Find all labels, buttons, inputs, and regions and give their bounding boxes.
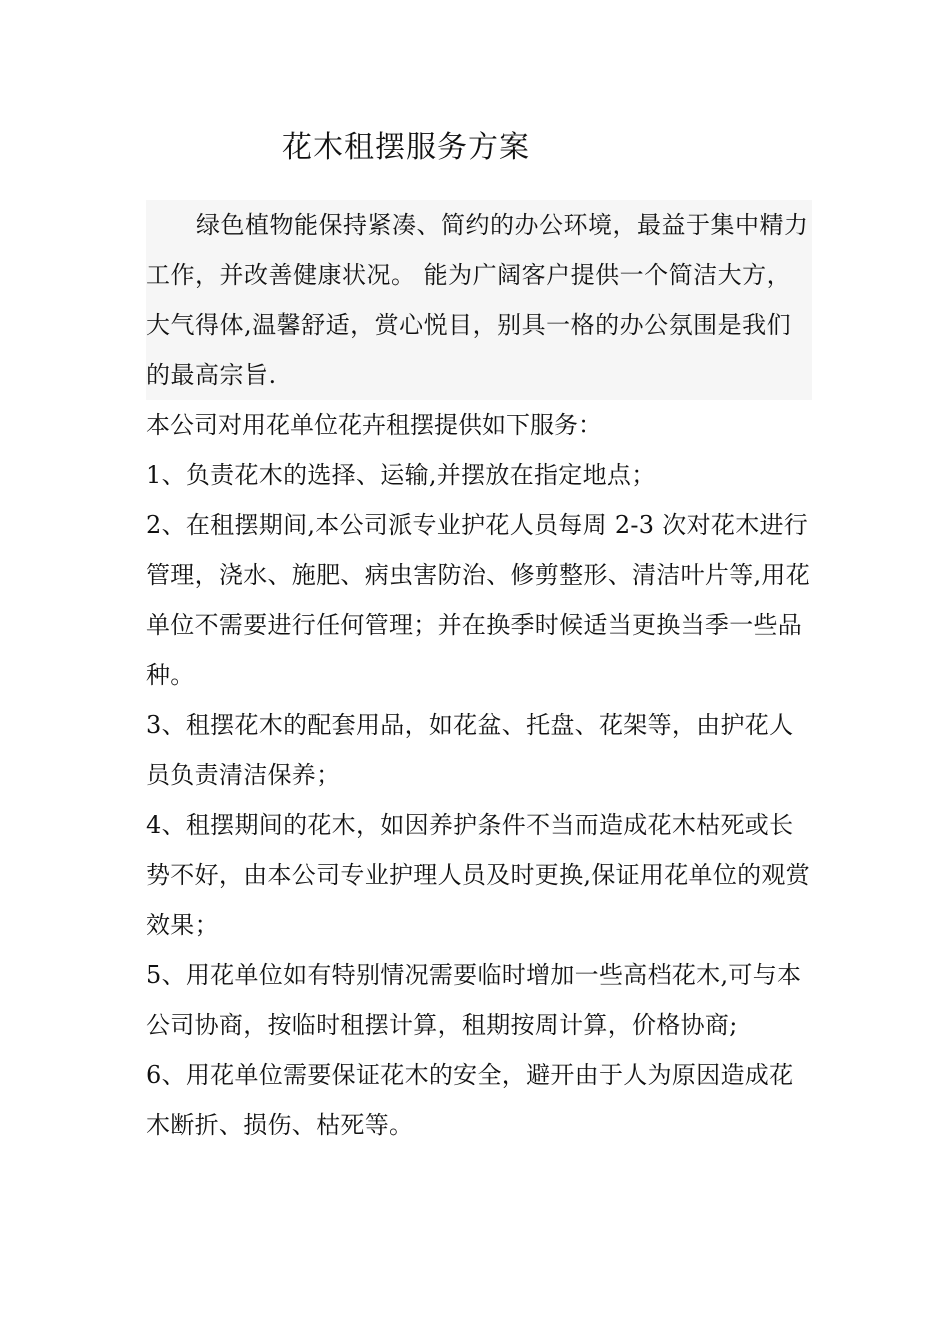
service-list [146,450,812,1150]
intro-paragraph: 绿色植物能保持紧凑、简约的办公环境，最益于集中精力工作，并改善健康状况。 能为广阔客户提供一个简洁大方，大气得体,温馨舒适，赏心悦目，别具一格的办公氛围是我们的最高宗旨. [146,200,812,400]
document-title: 花木租摆服务方案 [282,130,530,165]
services-lead: 本公司对用花单位花卉租摆提供如下服务： [146,411,602,439]
service-item-6: 6、用花单位需要保证花木的安全，避开由于人为原因造成花木断折、损伤、枯死等。 [146,1061,794,1139]
service-item-3: 3、租摆花木的配套用品，如花盆、托盘、花架等，由护花人员负责清洁保养； [146,711,794,789]
service-item-5: 5、用花单位如有特别情况需要临时增加一些高档花木,可与本公司协商，按临时租摆计算，租期按周计算，价格协商; [146,961,802,1039]
service-item-1: 1、负责花木的选择、运输,并摆放在指定地点； [146,461,656,489]
service-item-2: 2、在租摆期间,本公司派专业护花人员每周 2-3 次对花木进行管理，浇水、施肥、病虫害防治、修剪整形、清洁叶片等,用花单位不需要进行任何管理；并在换季时候适当更换当季一些品种。 [146,511,811,689]
service-item-4: 4、租摆期间的花木，如因养护条件不当而造成花木枯死或长势不好，由本公司专业护理人员及时更换,保证用花单位的观赏效果； [146,811,811,939]
